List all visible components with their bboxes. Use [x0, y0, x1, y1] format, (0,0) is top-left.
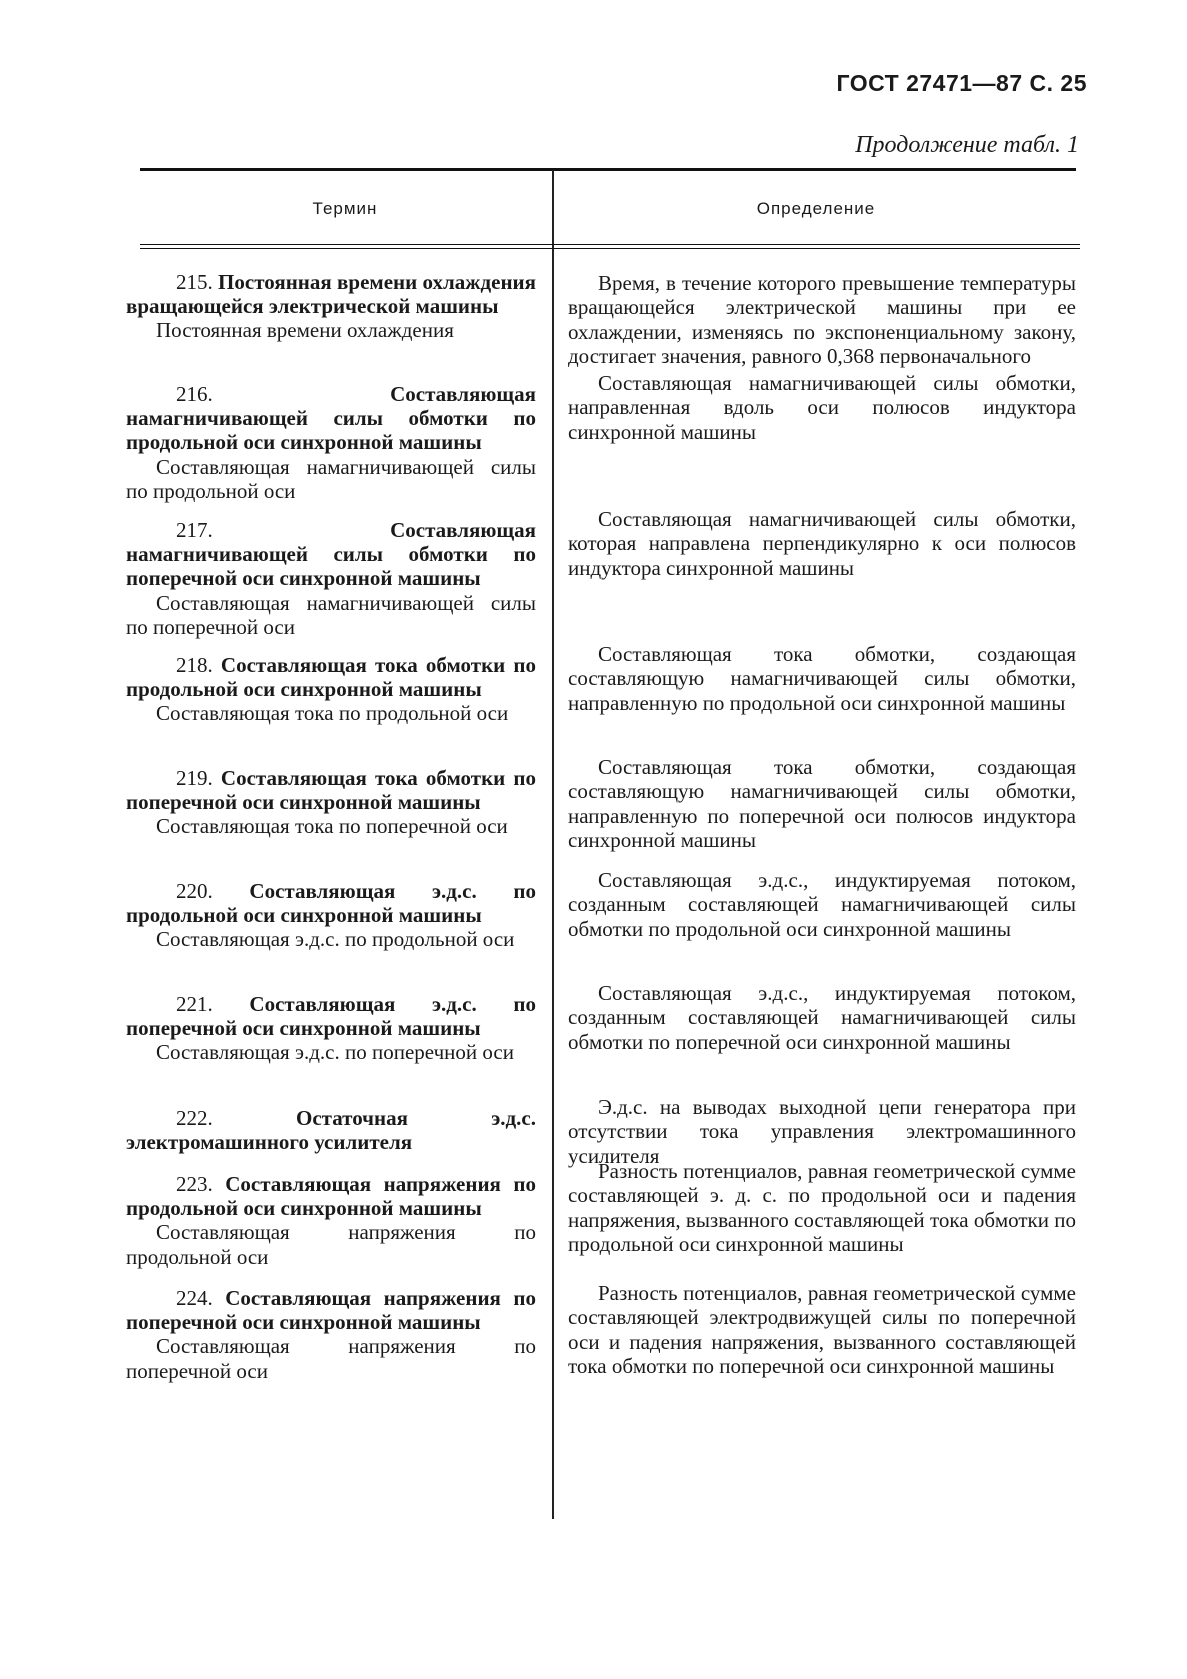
- term-title: [126, 518, 536, 591]
- term-synonym: Составляющая э.д.с. по продольной оси: [156, 927, 515, 952]
- term-name: Остаточная э.д.с. электромашинного усилителя: [126, 1106, 536, 1155]
- term-entry: [126, 766, 536, 839]
- table-continuation-label: Продолжение табл. 1: [855, 132, 1079, 158]
- term-number: 223.: [176, 1172, 213, 1196]
- term-number: 221.: [176, 992, 213, 1016]
- term-number: 216.: [176, 382, 213, 406]
- column-header-term: Термин: [312, 199, 378, 218]
- term-title: [126, 766, 536, 814]
- term-definition: Составляющая намагничивающей силы обмотки, которая направлена перпендикулярно к оси полюсов индуктора синхронной машины: [568, 507, 1076, 580]
- term-name: Составляющая намагничивающей силы обмотки по продольной оси синхронной машины: [126, 382, 536, 455]
- term-synonym: Составляющая тока по поперечной оси: [156, 814, 508, 839]
- table-header-rule: [140, 244, 1080, 249]
- term-entry: [126, 879, 536, 952]
- term-entry: [126, 518, 536, 639]
- term-title: [126, 879, 536, 927]
- term-synonym: Составляющая намагничивающей силы по поперечной оси: [126, 590, 536, 639]
- table-top-rule: [140, 168, 1076, 171]
- column-header-definition: Определение: [756, 199, 876, 218]
- term-entry: [126, 653, 536, 726]
- term-name: Составляющая напряжения по продольной оси синхронной машины: [126, 1172, 536, 1221]
- term-number: 219.: [176, 766, 213, 790]
- term-definition: Составляющая намагничивающей силы обмотки, направленная вдоль оси полюсов индуктора синхронной машины: [568, 371, 1076, 444]
- term-synonym: Составляющая напряжения по продольной оси: [126, 1220, 536, 1269]
- term-number: 218.: [176, 653, 213, 677]
- term-title: [126, 1172, 536, 1220]
- term-name: Составляющая намагничивающей силы обмотки по поперечной оси синхронной машины: [126, 518, 536, 591]
- term-definition: Разность потенциалов, равная геометрической сумме составляющей э. д. с. по продольной оси и падения напряжения, вызванного составляющей тока обмотки по продольной оси синхронной машины: [568, 1159, 1076, 1256]
- term-definition: Время, в течение которого превышение температуры вращающейся электрической машины при ее охлаждении, изменяясь по экспоненциальному закону, достигает значения, равного 0,368 первоначального: [568, 271, 1076, 368]
- term-definition: Э.д.с. на выводах выходной цепи генератора при отсутствии тока управления электромашинного усилителя: [568, 1095, 1076, 1168]
- column-divider: [552, 170, 554, 1519]
- term-title: [126, 992, 536, 1040]
- term-name: Составляющая э.д.с. по продольной оси синхронной машины: [126, 879, 536, 928]
- term-entry: [126, 270, 536, 343]
- term-number: 217.: [176, 518, 213, 542]
- term-definition: Составляющая э.д.с., индуктируемая потоком, созданным составляющей намагничивающей силы обмотки по поперечной оси синхронной машины: [568, 981, 1076, 1054]
- term-name: Составляющая тока обмотки по продольной оси синхронной машины: [126, 653, 537, 702]
- page-header: ГОСТ 27471—87 С. 25: [836, 70, 1087, 96]
- term-synonym: Составляющая э.д.с. по поперечной оси: [156, 1040, 514, 1065]
- term-name: Постоянная времени охлаждения вращающейся электрической машины: [126, 270, 537, 319]
- term-definition: Составляющая тока обмотки, создающая составляющую намагничивающей силы обмотки, направленную по продольной оси синхронной машины: [568, 642, 1076, 715]
- term-entry: [126, 1286, 536, 1383]
- term-number: 222.: [176, 1106, 213, 1130]
- term-definition: Составляющая э.д.с., индуктируемая потоком, созданным составляющей намагничивающей силы обмотки по продольной оси синхронной машины: [568, 868, 1076, 941]
- term-synonym: Постоянная времени охлаждения: [156, 318, 454, 343]
- term-number: 220.: [176, 879, 213, 903]
- term-synonym: Составляющая напряжения по поперечной оси: [126, 1334, 536, 1383]
- term-name: Составляющая тока обмотки по поперечной оси синхронной машины: [126, 766, 537, 815]
- term-name: Составляющая э.д.с. по поперечной оси синхронной машины: [126, 992, 536, 1041]
- term-entry: [126, 382, 536, 503]
- term-entry: [126, 992, 536, 1065]
- term-entry: [126, 1172, 536, 1269]
- term-number: 224.: [176, 1286, 213, 1310]
- term-synonym: Составляющая намагничивающей силы по продольной оси: [126, 454, 536, 503]
- term-title: [126, 653, 536, 701]
- term-title: [126, 1106, 536, 1154]
- term-definition: Разность потенциалов, равная геометрической сумме составляющей электродвижущей силы по поперечной оси и падения напряжения, вызванного составляющей тока обмотки по поперечной оси синхронной машины: [568, 1281, 1076, 1378]
- term-title: [126, 382, 536, 455]
- term-name: Составляющая напряжения по поперечной оси синхронной машины: [126, 1286, 536, 1335]
- term-title: [126, 1286, 536, 1334]
- term-title: [126, 270, 536, 318]
- term-synonym: Составляющая тока по продольной оси: [156, 701, 509, 726]
- term-definition: Составляющая тока обмотки, создающая составляющую намагничивающей силы обмотки, направленную по поперечной оси полюсов индуктора синхронной машины: [568, 755, 1076, 852]
- term-number: 215.: [176, 270, 213, 294]
- term-entry: [126, 1106, 536, 1154]
